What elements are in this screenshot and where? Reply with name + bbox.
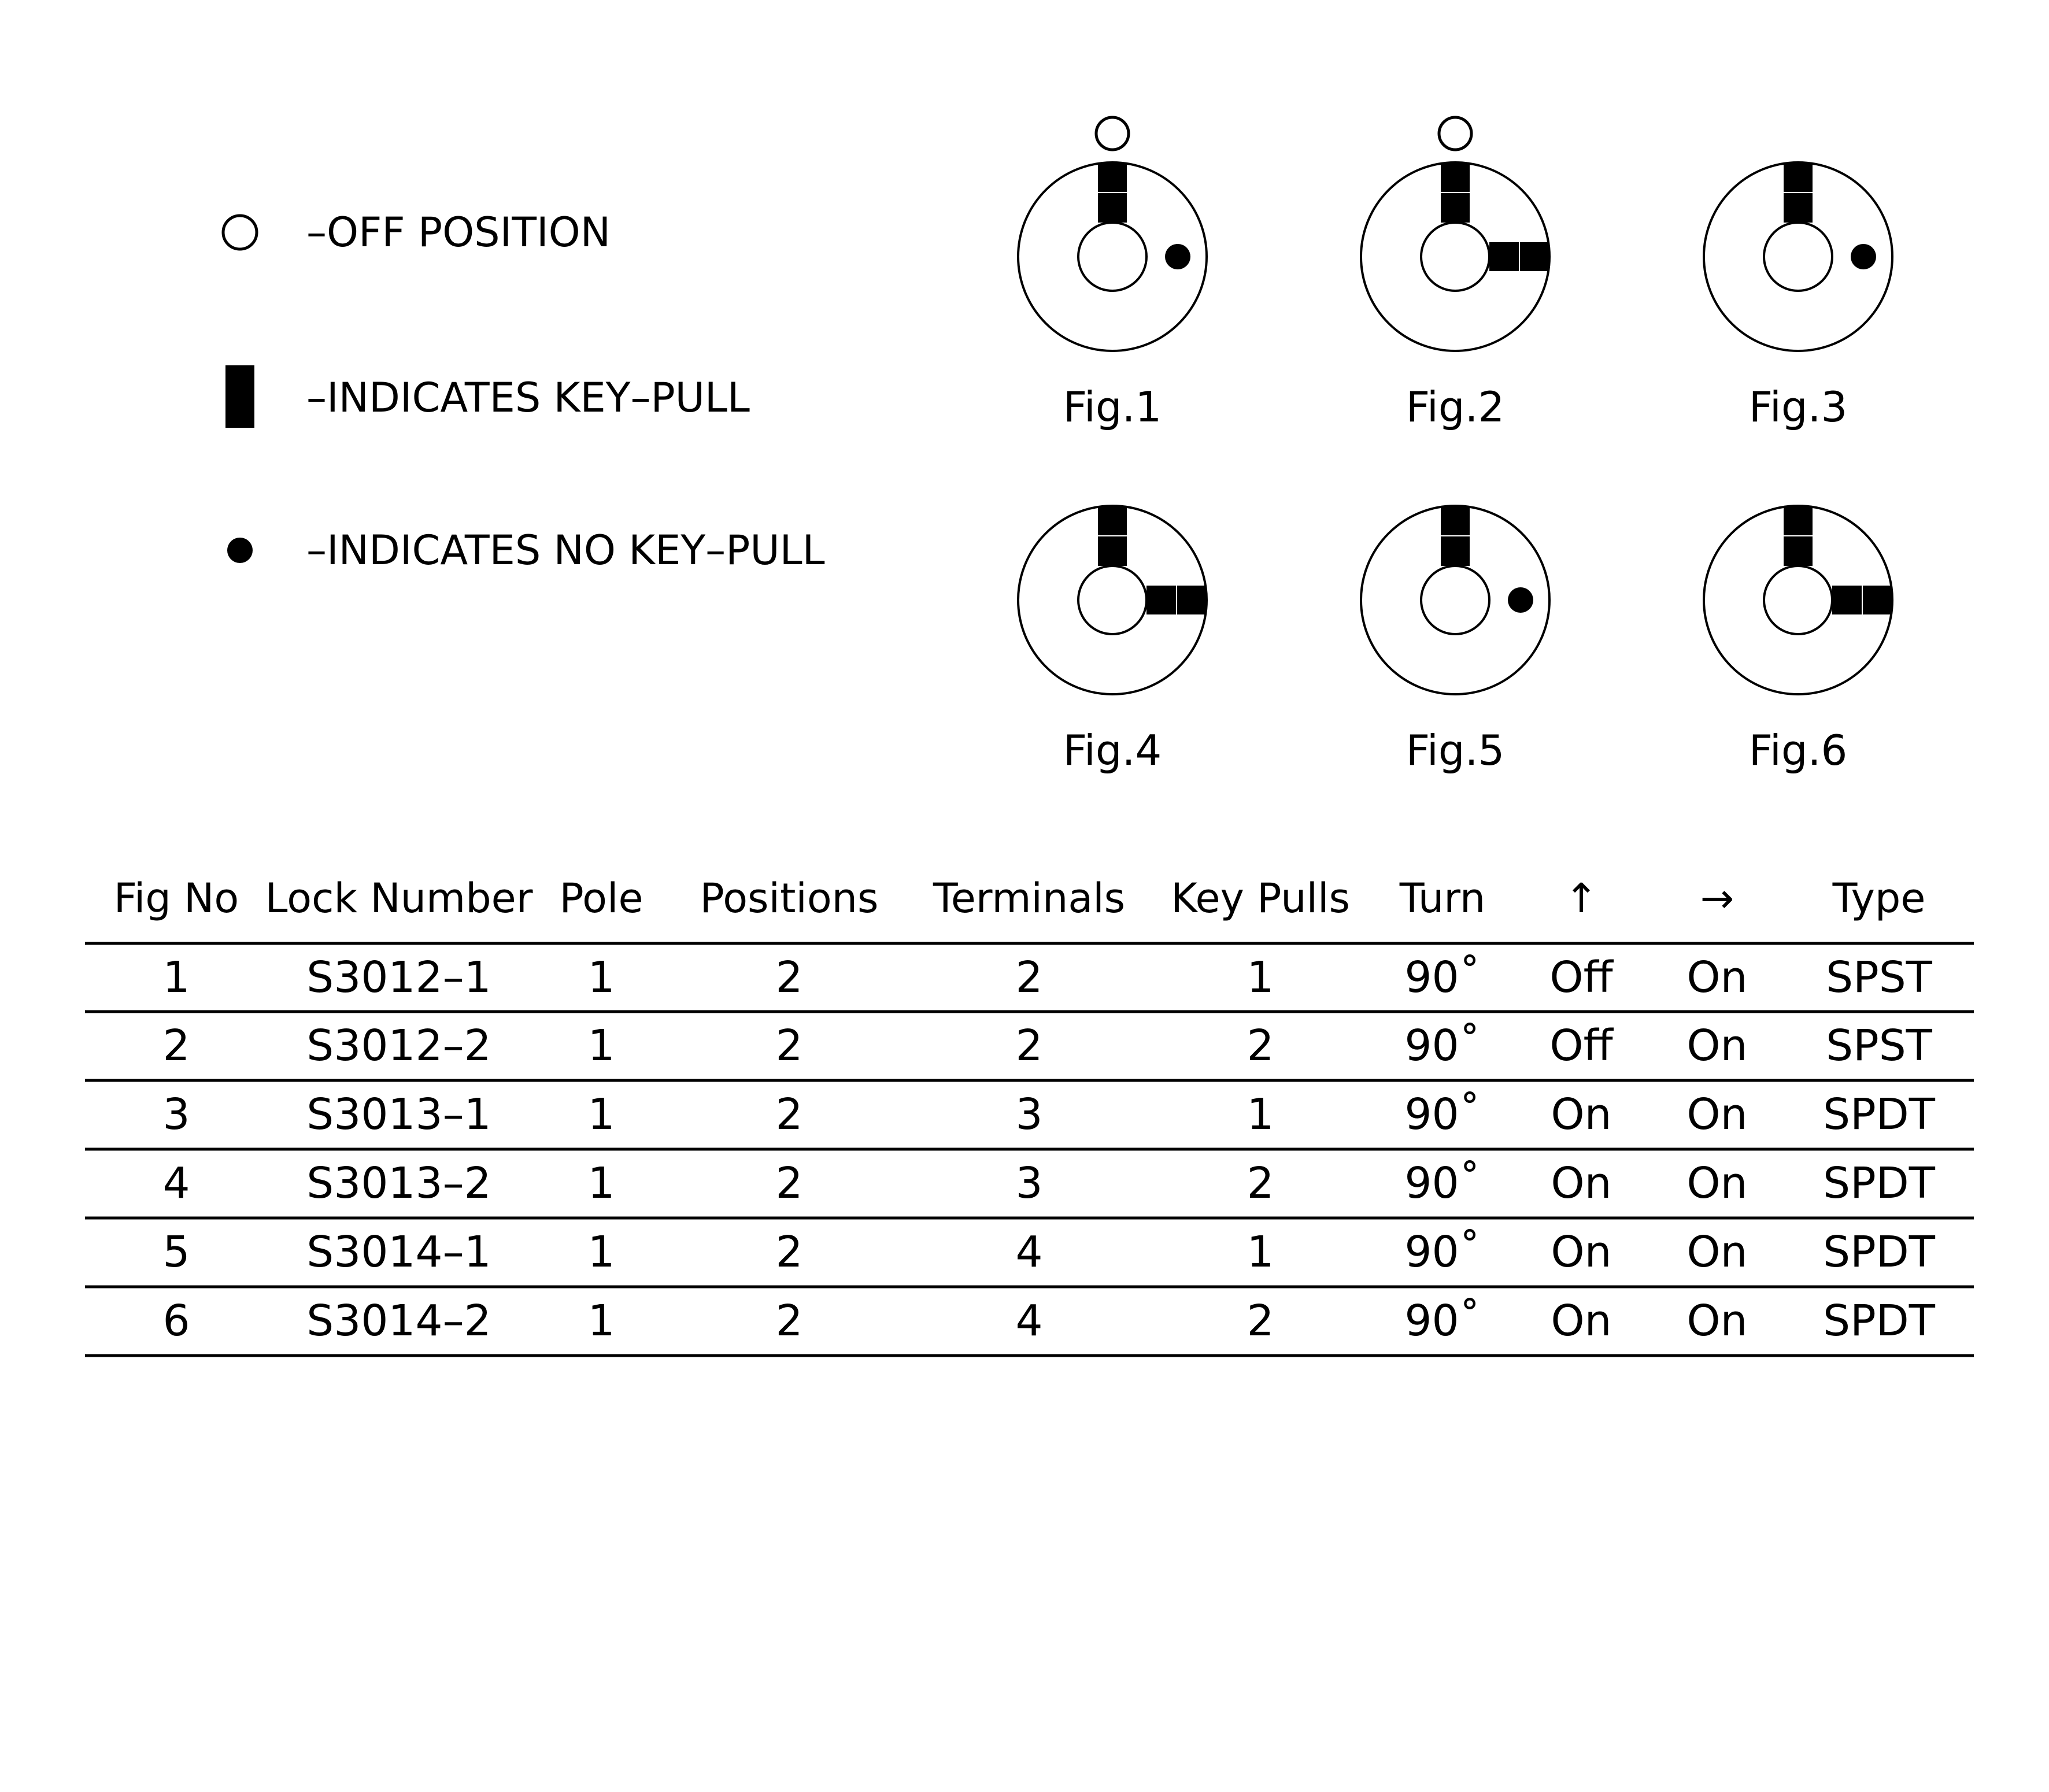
table-cell: 2 bbox=[775, 1090, 803, 1139]
table-header-cell: Type bbox=[1832, 875, 1926, 922]
table-cell: On bbox=[1686, 953, 1748, 1002]
table-cell: 90˚ bbox=[1404, 953, 1481, 1002]
table-header-cell: Fig No bbox=[113, 875, 239, 922]
table-cell: 2 bbox=[1015, 953, 1043, 1002]
table-cell: On bbox=[1551, 1227, 1612, 1277]
table-cell: 4 bbox=[1015, 1296, 1043, 1346]
table-header-cell: → bbox=[1700, 875, 1734, 922]
table-header-row bbox=[114, 875, 1926, 922]
table-cell: 90˚ bbox=[1404, 1296, 1481, 1346]
table-header-cell: Turn bbox=[1399, 875, 1486, 922]
table-cell: S3012–1 bbox=[306, 953, 491, 1002]
figure-3 bbox=[1704, 162, 1892, 431]
legend bbox=[223, 209, 825, 574]
table-row bbox=[162, 1296, 1935, 1346]
table-row bbox=[162, 953, 1932, 1002]
table-cell: 2 bbox=[775, 1227, 803, 1277]
table-row bbox=[162, 1158, 1935, 1208]
off-position-icon bbox=[223, 216, 257, 249]
table-cell: S3012–2 bbox=[306, 1021, 491, 1071]
table-cell: 2 bbox=[1015, 1021, 1043, 1071]
key-cylinder bbox=[1764, 223, 1832, 291]
table-cell: SPST bbox=[1826, 953, 1932, 1002]
table-cell: 3 bbox=[1015, 1090, 1043, 1139]
table-cell: S3014–2 bbox=[306, 1296, 491, 1346]
figure-label: Fig.5 bbox=[1406, 726, 1505, 775]
table-cell: 1 bbox=[587, 1090, 615, 1139]
no-key-pull-icon bbox=[227, 538, 253, 563]
no-key-pull-icon bbox=[1508, 587, 1533, 613]
table-cell: 2 bbox=[1247, 1021, 1274, 1071]
table-cell: SPDT bbox=[1823, 1090, 1935, 1139]
table-cell: 90˚ bbox=[1404, 1227, 1481, 1277]
no-key-pull-icon bbox=[1851, 244, 1876, 269]
table-cell: 1 bbox=[1247, 953, 1274, 1002]
table-cell: On bbox=[1686, 1090, 1748, 1139]
table-cell: 1 bbox=[1247, 1227, 1274, 1277]
table-cell: 6 bbox=[162, 1296, 190, 1346]
table-row bbox=[162, 1227, 1935, 1277]
table-header-cell: Key Pulls bbox=[1171, 875, 1350, 922]
figure-5 bbox=[1361, 506, 1549, 775]
table-cell: 4 bbox=[162, 1158, 190, 1208]
table-cell: 90˚ bbox=[1404, 1090, 1481, 1139]
table-cell: On bbox=[1551, 1296, 1612, 1346]
table-cell: 90˚ bbox=[1404, 1021, 1481, 1071]
table-cell: 2 bbox=[1247, 1296, 1274, 1346]
table-cell: S3014–1 bbox=[306, 1227, 491, 1277]
figure-6 bbox=[1704, 506, 1892, 775]
table-cell: 4 bbox=[1015, 1227, 1043, 1277]
figure-label: Fig.3 bbox=[1748, 383, 1848, 431]
table-header-cell: Lock Number bbox=[265, 875, 533, 922]
table-cell: 2 bbox=[775, 953, 803, 1002]
table-row bbox=[162, 1021, 1932, 1071]
table-cell: On bbox=[1686, 1158, 1748, 1208]
off-position-icon bbox=[1439, 117, 1471, 150]
table-cell: 1 bbox=[162, 953, 190, 1002]
table-cell: SPDT bbox=[1823, 1227, 1935, 1277]
table-cell: SPDT bbox=[1823, 1158, 1935, 1208]
table-cell: 90˚ bbox=[1404, 1158, 1481, 1208]
figure-label: Fig.1 bbox=[1063, 383, 1162, 431]
key-pull-icon bbox=[225, 365, 254, 428]
table-header-cell: Terminals bbox=[933, 875, 1126, 922]
figure-label: Fig.6 bbox=[1748, 726, 1848, 775]
table-cell: 1 bbox=[587, 1227, 615, 1277]
legend-key-pull-label: –INDICATES KEY–PULL bbox=[306, 374, 750, 421]
table-cell: On bbox=[1551, 1158, 1612, 1208]
table-cell: 2 bbox=[775, 1296, 803, 1346]
table-cell: SPST bbox=[1826, 1021, 1932, 1071]
table-cell: 2 bbox=[775, 1158, 803, 1208]
table-cell: S3013–1 bbox=[306, 1090, 491, 1139]
table-cell: 1 bbox=[587, 953, 615, 1002]
key-cylinder bbox=[1078, 223, 1146, 291]
table-cell: S3013–2 bbox=[306, 1158, 491, 1208]
legend-no-key-pull-label: –INDICATES NO KEY–PULL bbox=[306, 527, 825, 574]
table-cell: 2 bbox=[162, 1021, 190, 1071]
table-cell: Off bbox=[1549, 953, 1613, 1002]
no-key-pull-icon bbox=[1165, 244, 1190, 269]
table-cell: 3 bbox=[162, 1090, 190, 1139]
table-cell: SPDT bbox=[1823, 1296, 1935, 1346]
lock-spec-table bbox=[85, 875, 1974, 1356]
table-cell: 1 bbox=[587, 1296, 615, 1346]
table-header-cell: Positions bbox=[700, 875, 879, 922]
table-cell: 5 bbox=[162, 1227, 190, 1277]
key-cylinder bbox=[1764, 566, 1832, 634]
figure-4 bbox=[1018, 506, 1207, 775]
table-header-cell: ↑ bbox=[1564, 875, 1599, 922]
figure-2 bbox=[1361, 117, 1549, 431]
figure-label: Fig.4 bbox=[1063, 726, 1162, 775]
table-cell: 2 bbox=[775, 1021, 803, 1071]
off-position-icon bbox=[1096, 117, 1129, 150]
legend-off-position-label: –OFF POSITION bbox=[306, 209, 611, 256]
table-cell: 3 bbox=[1015, 1158, 1043, 1208]
table-header-cell: Pole bbox=[559, 875, 643, 922]
table-cell: 1 bbox=[587, 1021, 615, 1071]
table-cell: 1 bbox=[1247, 1090, 1274, 1139]
table-cell: 2 bbox=[1247, 1158, 1274, 1208]
figures-grid bbox=[1018, 117, 1892, 775]
table-row bbox=[162, 1090, 1935, 1139]
table-cell: Off bbox=[1549, 1021, 1613, 1071]
table-cell: 1 bbox=[587, 1158, 615, 1208]
table-cell: On bbox=[1686, 1227, 1748, 1277]
figure-label: Fig.2 bbox=[1406, 383, 1505, 431]
figure-1 bbox=[1018, 117, 1207, 431]
table-cell: On bbox=[1686, 1021, 1748, 1071]
key-cylinder bbox=[1078, 566, 1146, 634]
key-cylinder bbox=[1421, 223, 1489, 291]
table-cell: On bbox=[1551, 1090, 1612, 1139]
table-cell: On bbox=[1686, 1296, 1748, 1346]
key-cylinder bbox=[1421, 566, 1489, 634]
